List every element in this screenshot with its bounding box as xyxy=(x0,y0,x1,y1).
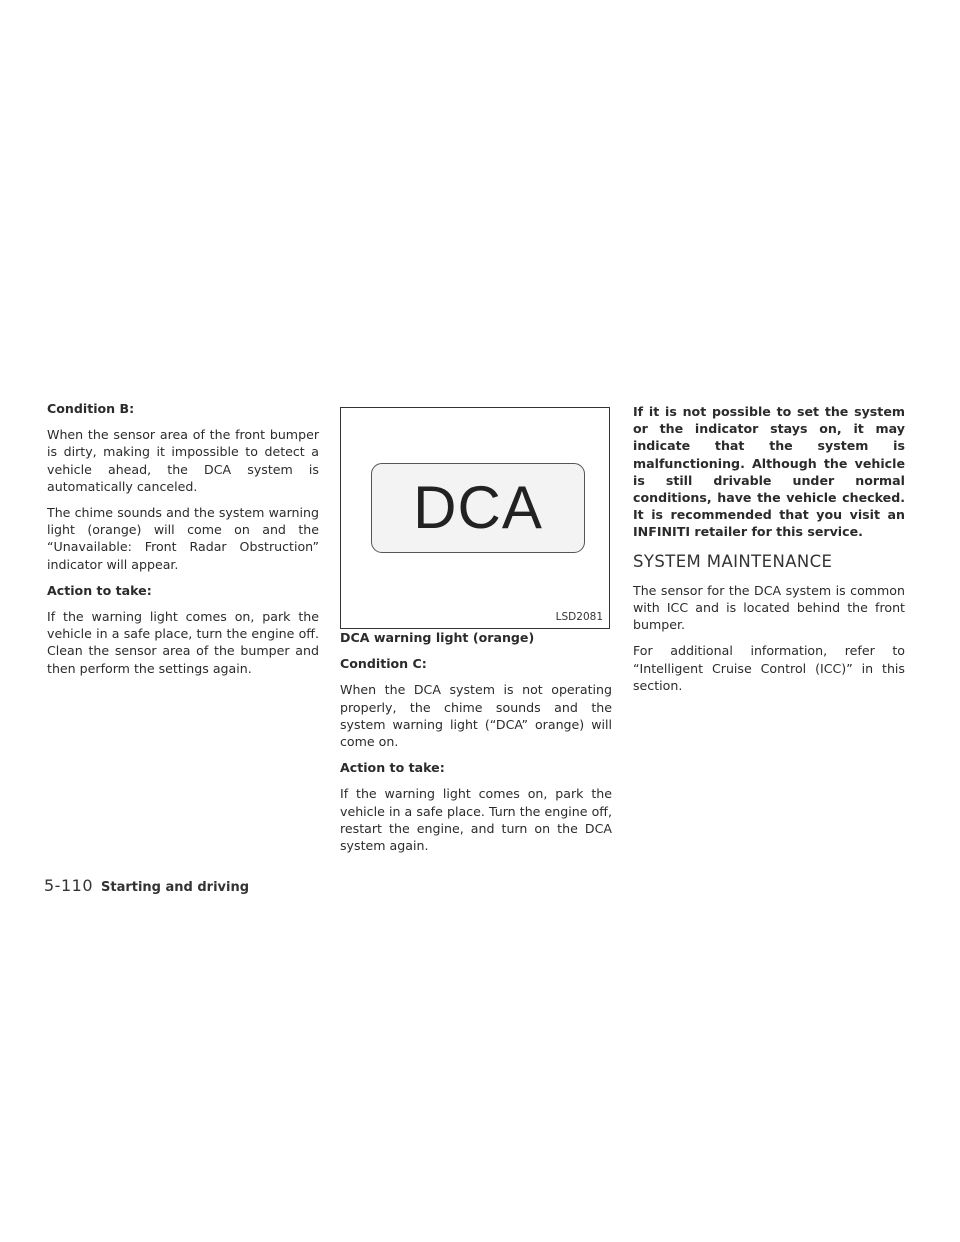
dca-warning-light-icon: DCA xyxy=(371,463,585,553)
condition-c-text: When the DCA system is not operating properly, the chime sounds and the system warning light (“DCA” orange) will come on. xyxy=(340,682,612,750)
action-b-heading: Action to take: xyxy=(47,582,152,598)
maintenance-reference-text: For additional information, refer to “Intelligent Cruise Control (ICC)” in this section. xyxy=(633,643,905,693)
dca-warning-figure xyxy=(340,407,610,629)
footer-section-title: Starting and driving xyxy=(101,880,250,895)
condition-b-warning-text: The chime sounds and the system warning light (orange) will come on and the “Unavailable: Front Radar Obstruction” indicator will appear. xyxy=(47,505,319,572)
system-maintenance-title: SYSTEM MAINTENANCE xyxy=(633,551,833,571)
page-number: 5-110 xyxy=(44,876,93,895)
malfunction-warning-text: If it is not possible to set the system or the indicator stays on, it may indicate that the system is malfunctioning. Although the vehicle is still drivable under normal conditions, have the vehicle checked. It is recommended that you visit an INFINITI retailer for this service. xyxy=(633,404,905,540)
action-c-text: If the warning light comes on, park the vehicle in a safe place. Turn the engine off, restart the engine, and turn on the DCA system again. xyxy=(340,786,612,854)
maintenance-text: The sensor for the DCA system is common with ICC and is located behind the front bumper. xyxy=(633,582,905,633)
column-right xyxy=(633,403,905,703)
action-b-text: If the warning light comes on, park the vehicle in a safe place, turn the engine off. Clean the sensor area of the bumper and then perform the settings again. xyxy=(47,609,319,676)
figure-code: LSD2081 xyxy=(555,610,603,623)
condition-c-heading: Condition C: xyxy=(340,656,427,672)
page-footer xyxy=(44,876,249,895)
column-left xyxy=(47,400,319,686)
figure-caption: DCA warning light (orange) xyxy=(340,630,535,645)
condition-b-text: When the sensor area of the front bumper is dirty, making it impossible to detect a vehicle ahead, the DCA system is automatically canceled. xyxy=(47,427,319,494)
condition-b-heading: Condition B: xyxy=(47,401,135,416)
action-c-heading: Action to take: xyxy=(340,760,445,776)
column-middle xyxy=(340,407,612,863)
